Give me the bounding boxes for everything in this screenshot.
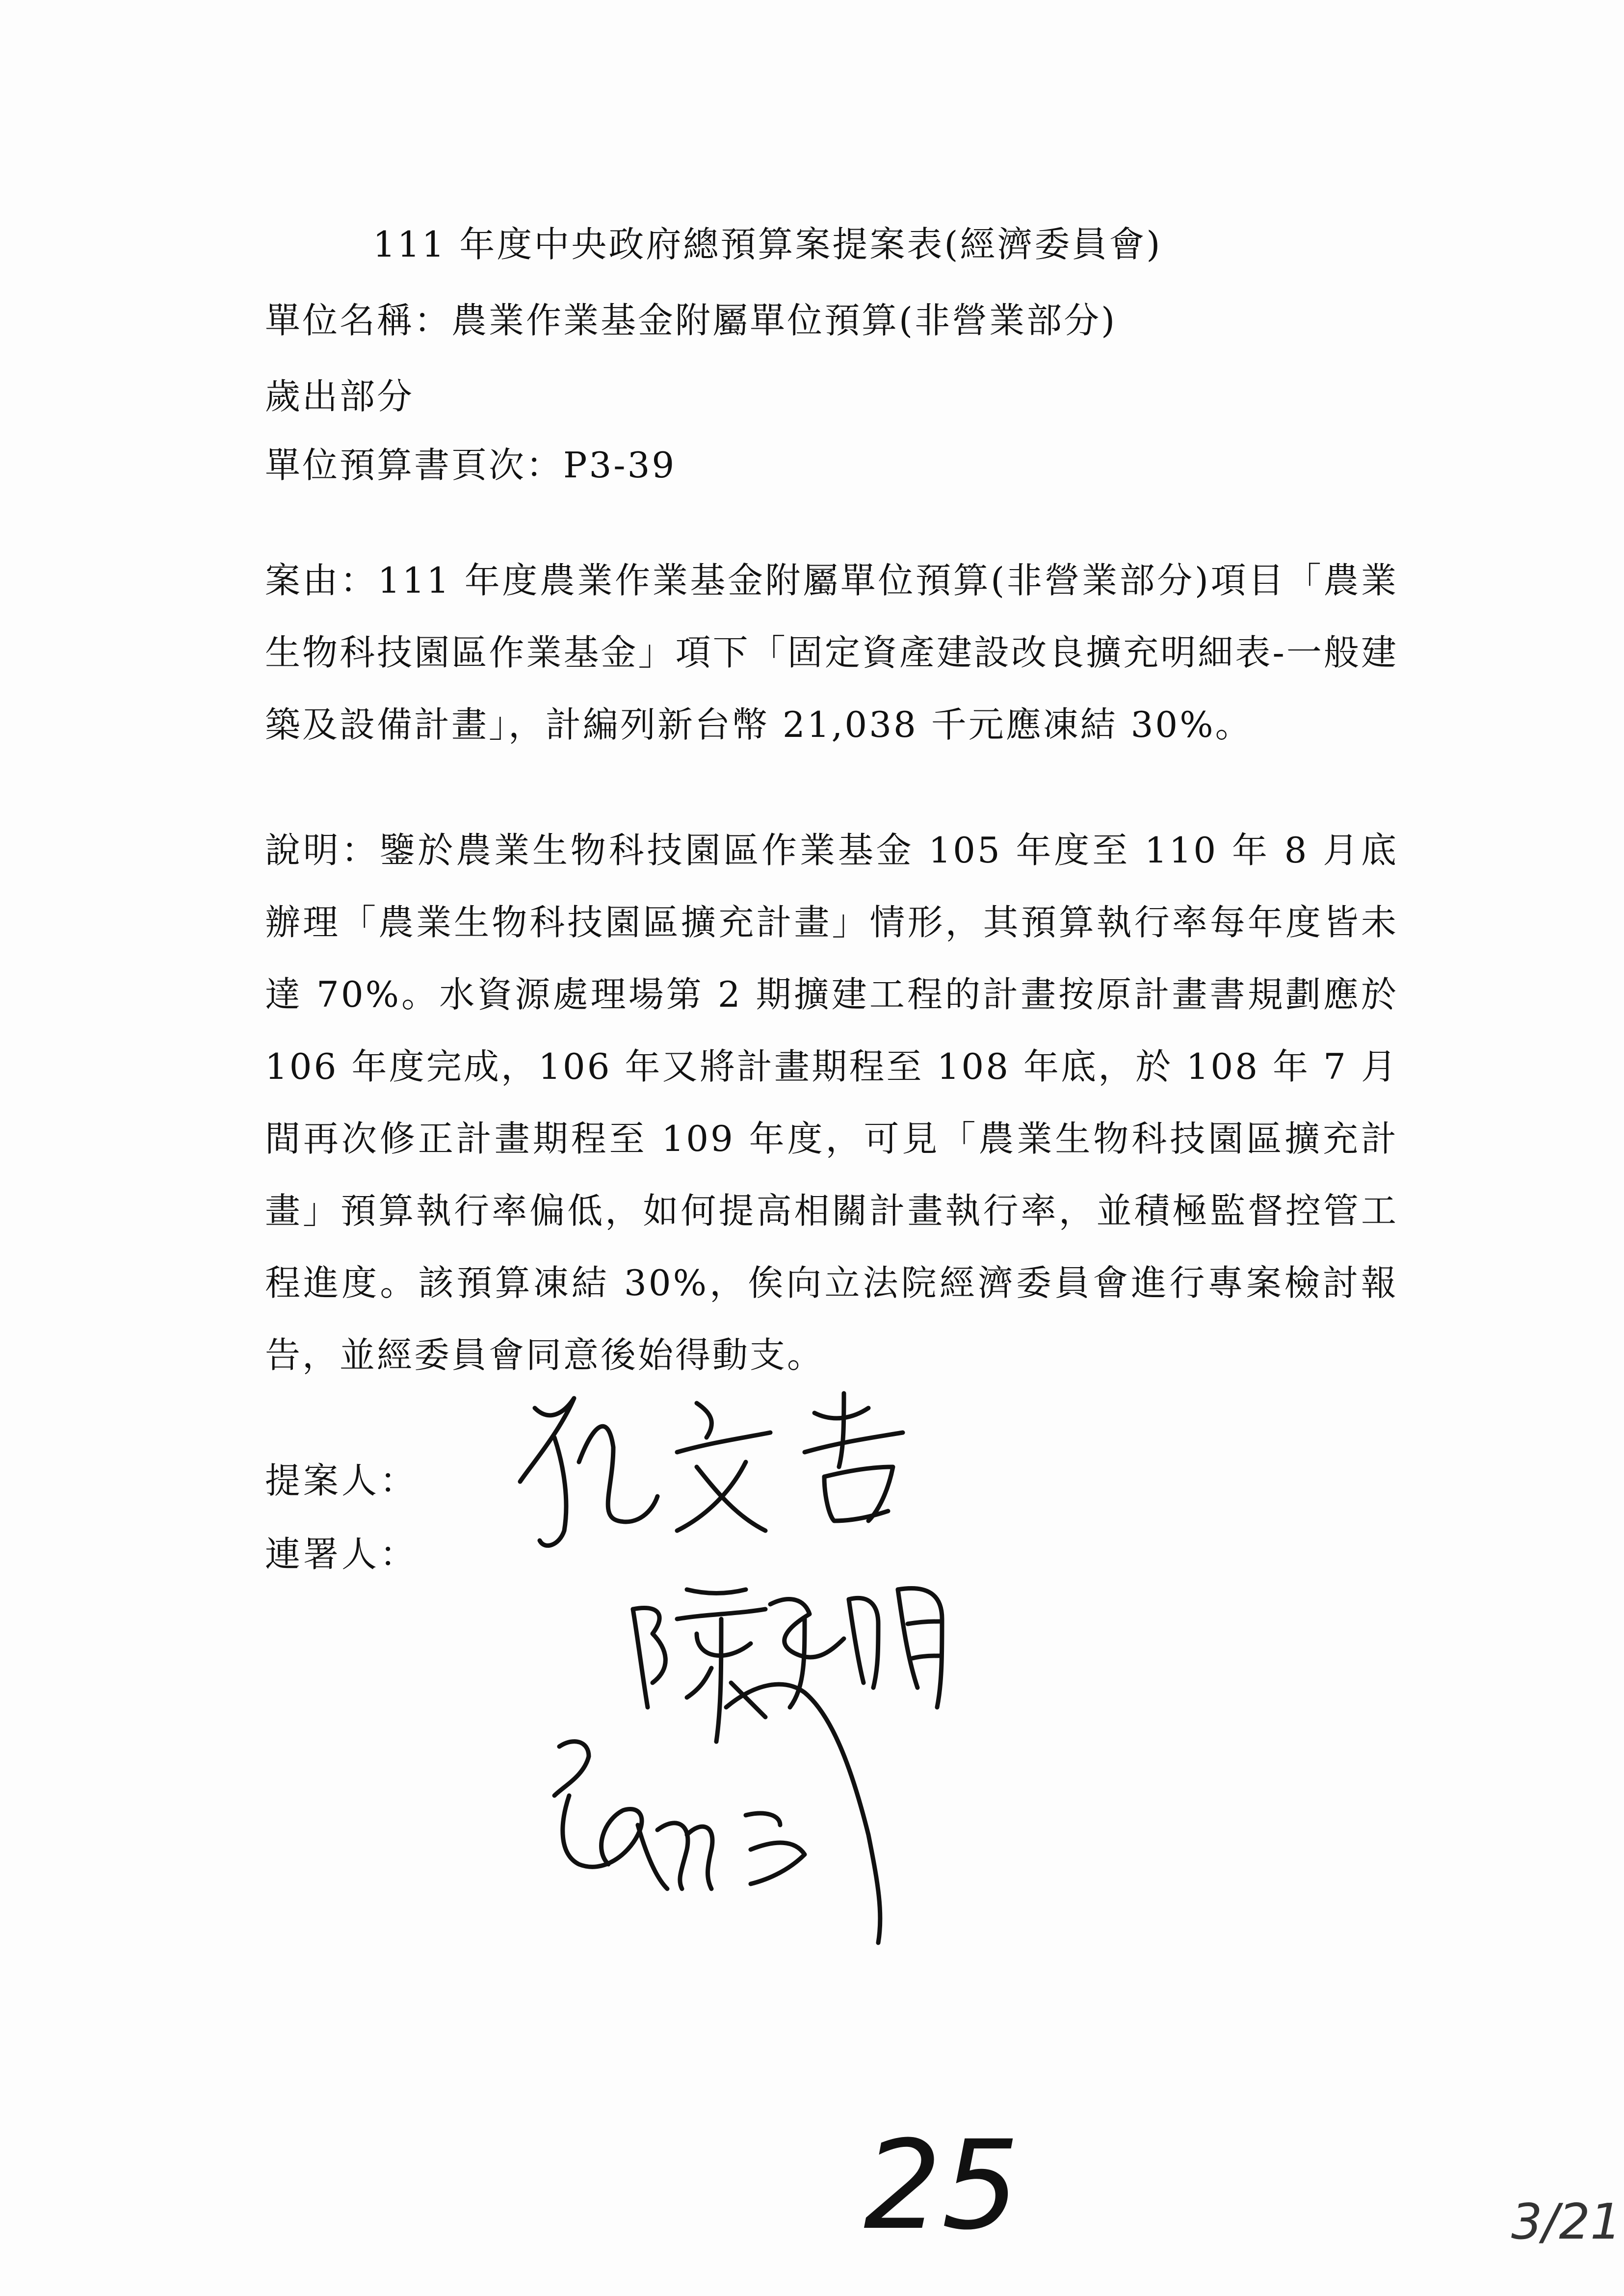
page-number: 25 <box>864 2114 1020 2257</box>
document-title: 111 年度中央政府總預算案提案表(經濟委員會) <box>373 224 1162 265</box>
proposer-label: 提案人： <box>265 1460 419 1501</box>
signature-cosigner-2 <box>554 1684 880 1943</box>
page-reference-line: 單位預算書頁次：P3-39 <box>265 444 677 486</box>
signature-proposer <box>520 1393 903 1545</box>
cosigner-label: 連署人： <box>265 1534 419 1575</box>
signature-cosigner-1 <box>633 1589 942 1742</box>
explanation-paragraph: 說明：鑒於農業生物科技園區作業基金 105 年度至 110 年 8 月底辦理「農業生物科技園區擴充計畫」情形，其預算執行率每年度皆未達 70%。水資源處理場第 2 期擴建工程的計畫按原計畫書規劃應於 106 年度完成，106 年又將計畫期程至 108 年底，於 108 年 7 月間再次修正計畫期程至 109 年度，可見「農業生物科技園區擴充計畫」預算執行率偏低，如何提高相關計畫執行率，並積極監督控管工程進度。該預算凍結 30%，俟向立法院經濟委員會進行專案檢討報告，並經委員會同意後始得動支。 <box>265 830 1398 1376</box>
corner-mark: 3/21 <box>1511 2193 1622 2250</box>
unit-name-line: 單位名稱：農業作業基金附屬單位預算(非營業部分) <box>265 300 1117 341</box>
reason-paragraph: 案由：111 年度農業作業基金附屬單位預算(非營業部分)項目「農業生物科技園區作業基金」項下「固定資產建設改良擴充明細表-一般建築及設備計畫」，計編列新台幣 21,038 千元應凍結 30%。 <box>265 560 1398 745</box>
section-line: 歲出部分 <box>265 376 415 417</box>
